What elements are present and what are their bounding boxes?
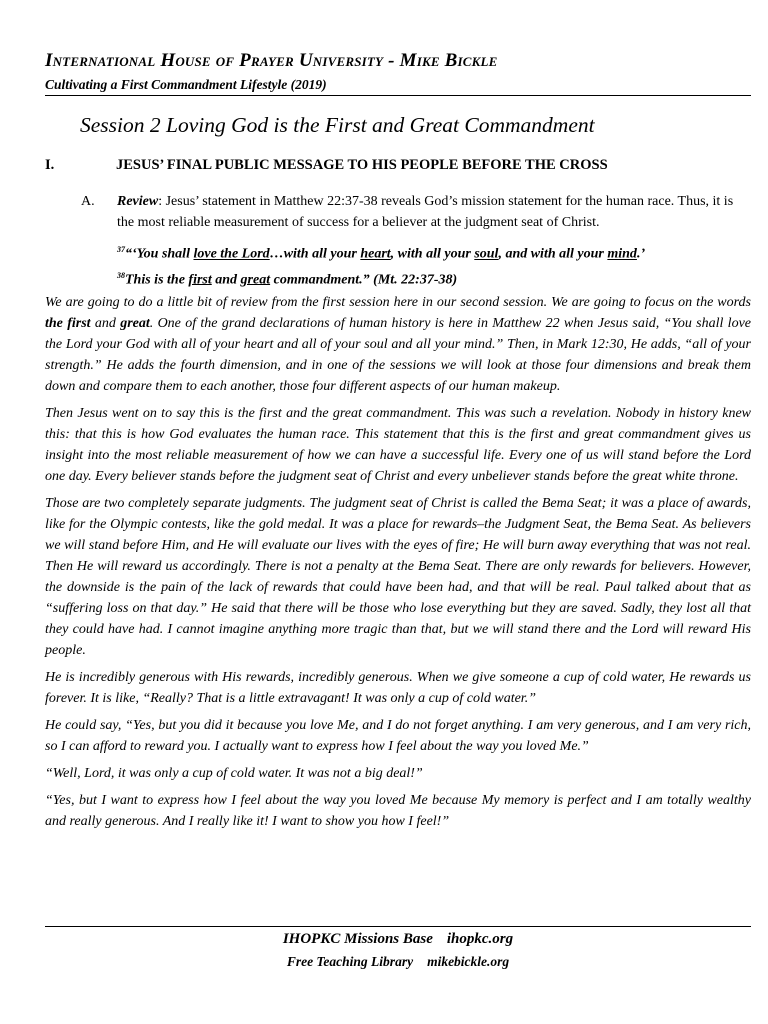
footer-divider <box>45 926 751 927</box>
footer-library: Free Teaching Library <box>286 954 414 969</box>
subsection-label: Review <box>117 194 159 209</box>
footer-library-link[interactable]: mikebickle.org <box>427 954 510 969</box>
header-divider <box>45 95 751 96</box>
paragraph-6: “Well, Lord, it was only a cup of cold water. It was not a big deal!” <box>45 766 423 781</box>
scripture-quote <box>117 239 751 290</box>
subsection-review <box>81 191 751 233</box>
paragraph-1: We are going to do a little bit of review from the first session here in our second session. We are going to focus on the words the first and great. One of the grand declarations of human history is here in Matthew 22 when Jesus said, “You shall love the Lord your God with all of your heart and all of your soul and all your mind.” Then, in Mark 12:30, He adds, “all of your strength.” He adds the fourth dimension, and in one of the sessions we will look at those four dimensions and break them down and compare them to each another, those four different aspects of our human makeup. <box>45 295 751 394</box>
verse-38: $^{38}$This is the first and great commandment.” (Mt. 22:37-38) <box>117 270 458 288</box>
section-title: JESUS’ FINAL PUBLIC MESSAGE TO HIS PEOPLE BEFORE THE CROSS <box>116 157 608 173</box>
footer-line-2 <box>45 954 751 970</box>
paragraph-3: Those are two completely separate judgments. The judgment seat of Christ is called the Bema Seat; it was a place of awards, like for the Olympic contests, like the gold medal. It was a place for rewards–the Judgment Seat, the Bema Seat. As believers we will stand before Him, and He will evaluate our lives with the eyes of fire; He will burn away everything that was not real. Then He will reward us accordingly. There is not a penalty at the Bema Seat. There are only rewards for believers. However, the downside is the pain of the lack of rewards that could have been had, and that will be real. Paul talked about that as “suffering loss on that day.” He said that there will be those who lose everything but they are saved. Sadly, they lost all that they could have had. I cannot imagine anything more tragic than that, but we will stand there and the Lord will reward His people. <box>45 496 751 658</box>
subsection-text: : Jesus’ statement in Matthew 22:37-38 reveals God’s mission statement for the human race. Thus, it is the most reliable measurement of success for a believer at the judgment seat of Christ. <box>117 194 734 230</box>
footer-base-link[interactable]: ihopkc.org <box>446 931 514 947</box>
paragraph-7: “Yes, but I want to express how I feel about the way you loved Me because My memory is perfect and I am totally wealthy and really generous. And I really like it! I want to show you how I feel!” <box>45 793 751 829</box>
footer-line-1 <box>45 931 751 948</box>
paragraph-5: He could say, “Yes, but you did it because you love Me, and I do not forget anything. I am very generous, and I am very rich, so I can afford to reward you. I actually want to express how I feel about the way you loved Me.” <box>45 718 751 754</box>
header-subtitle: Cultivating a First Commandment Lifestyle (2019) <box>45 77 327 92</box>
paragraph-2: Then Jesus went on to say this is the first and the great commandment. This was such a revelation. Nobody in history knew this: that this is how God evaluates the human race. This statement that this is the first and great commandment gives us insight into the most reliable measurement of how we can have a successful life. Every one of us will stand before the Lord one day. Every believer stands before the judgment seat of Christ and every unbeliever stands before the great white throne. <box>45 406 751 484</box>
subsection-letter: A. <box>81 194 95 209</box>
session-title: Session 2 Loving God is the First and Great Commandment <box>80 113 595 137</box>
transcript-body <box>45 292 751 838</box>
footer-base: IHOPKC Missions Base <box>282 931 433 947</box>
paragraph-4: He is incredibly generous with His rewards, incredibly generous. When we give someone a cup of cold water, He rewards us forever. It is like, “Really? That is a little extravagant! It was only a cup of cold water.” <box>45 670 751 706</box>
section-number: I. <box>45 157 55 173</box>
verse-37: $^{37}$“‘You shall love the Lord…with all your heart, with all your soul, and with all your mind.’ <box>117 245 646 262</box>
section-heading <box>45 157 608 174</box>
header-title: International House of Prayer University - Mike Bickle <box>45 50 498 71</box>
